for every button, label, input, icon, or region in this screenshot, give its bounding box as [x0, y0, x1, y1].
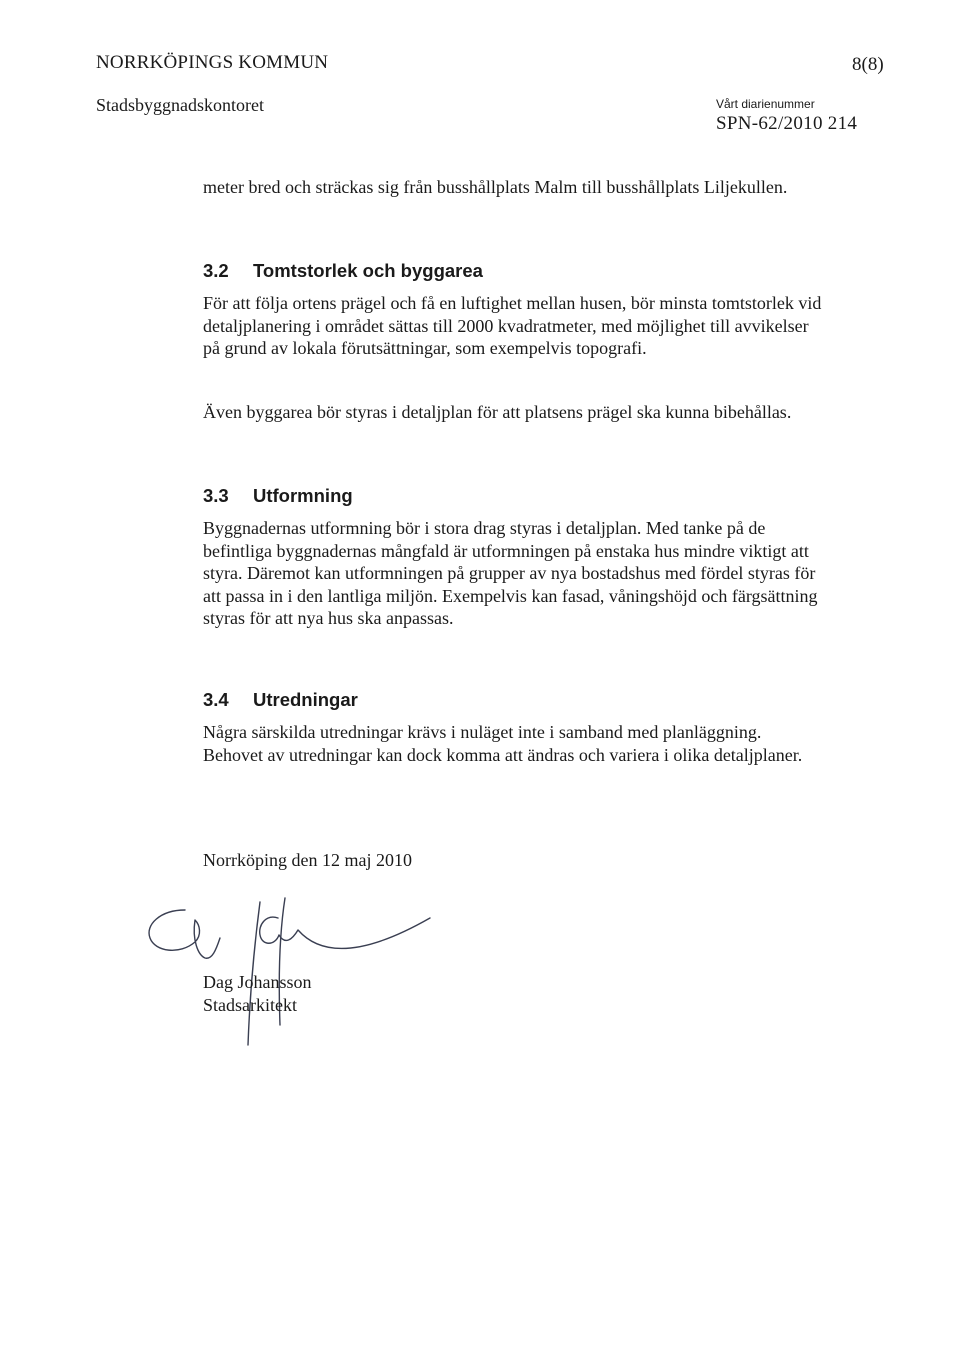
- section-number: 3.3: [203, 485, 229, 506]
- page-number: 8(8): [852, 54, 884, 75]
- section-title: Tomtstorlek och byggarea: [253, 260, 483, 281]
- paragraph: Byggnadernas utformning bör i stora drag styras i detaljplan. Med tanke på de befintliga byggnadernas mångfald är utformningen på enstaka hus mindre viktigt att styra. Däremot kan utformningen på grupper av nya bostadshus med fördel styras för att passa in i den lantliga miljön. Exempelvis kan fasad, våningshöjd och färgsättning styras för att nya hus ska anpassas.: [203, 518, 818, 628]
- section-heading-3-4: [203, 689, 358, 711]
- section-title: Utredningar: [253, 689, 358, 710]
- section-number: 3.2: [203, 260, 229, 281]
- section-number: 3.4: [203, 689, 229, 710]
- handwritten-signature: [140, 880, 440, 1055]
- organization-name: NORRKÖPINGS KOMMUN: [96, 52, 329, 73]
- diarie-label: Vårt diarienummer: [716, 97, 815, 111]
- section-title: Utformning: [253, 485, 353, 506]
- paragraph: Även byggarea bör styras i detaljplan för att platsens prägel ska kunna bibehållas.: [203, 402, 792, 422]
- section-heading-3-2: [203, 260, 483, 282]
- signatory-title: Stadsarkitekt: [203, 995, 297, 1015]
- diarie-number: SPN-62/2010 214: [716, 113, 858, 134]
- continuation-paragraph: meter bred och sträckas sig från busshållplats Malm till busshållplats Liljekullen.: [203, 177, 788, 197]
- department-name: Stadsbyggnadskontoret: [96, 95, 264, 115]
- signatory-name: Dag Johansson: [203, 972, 312, 992]
- paragraph: Några särskilda utredningar krävs i nuläget inte i samband med planläggning. Behovet av utredningar kan dock komma att ändras och variera i olika detaljplaner.: [203, 722, 803, 765]
- section-heading-3-3: [203, 485, 353, 507]
- paragraph: För att följa ortens prägel och få en luftighet mellan husen, bör minsta tomtstorlek vid detaljplanering i området sättas till 2000 kvadratmeter, med möjlighet till avvikelser på grund av lokala förutsättningar, som exempelvis topografi.: [203, 293, 822, 358]
- place-date: Norrköping den 12 maj 2010: [203, 850, 412, 870]
